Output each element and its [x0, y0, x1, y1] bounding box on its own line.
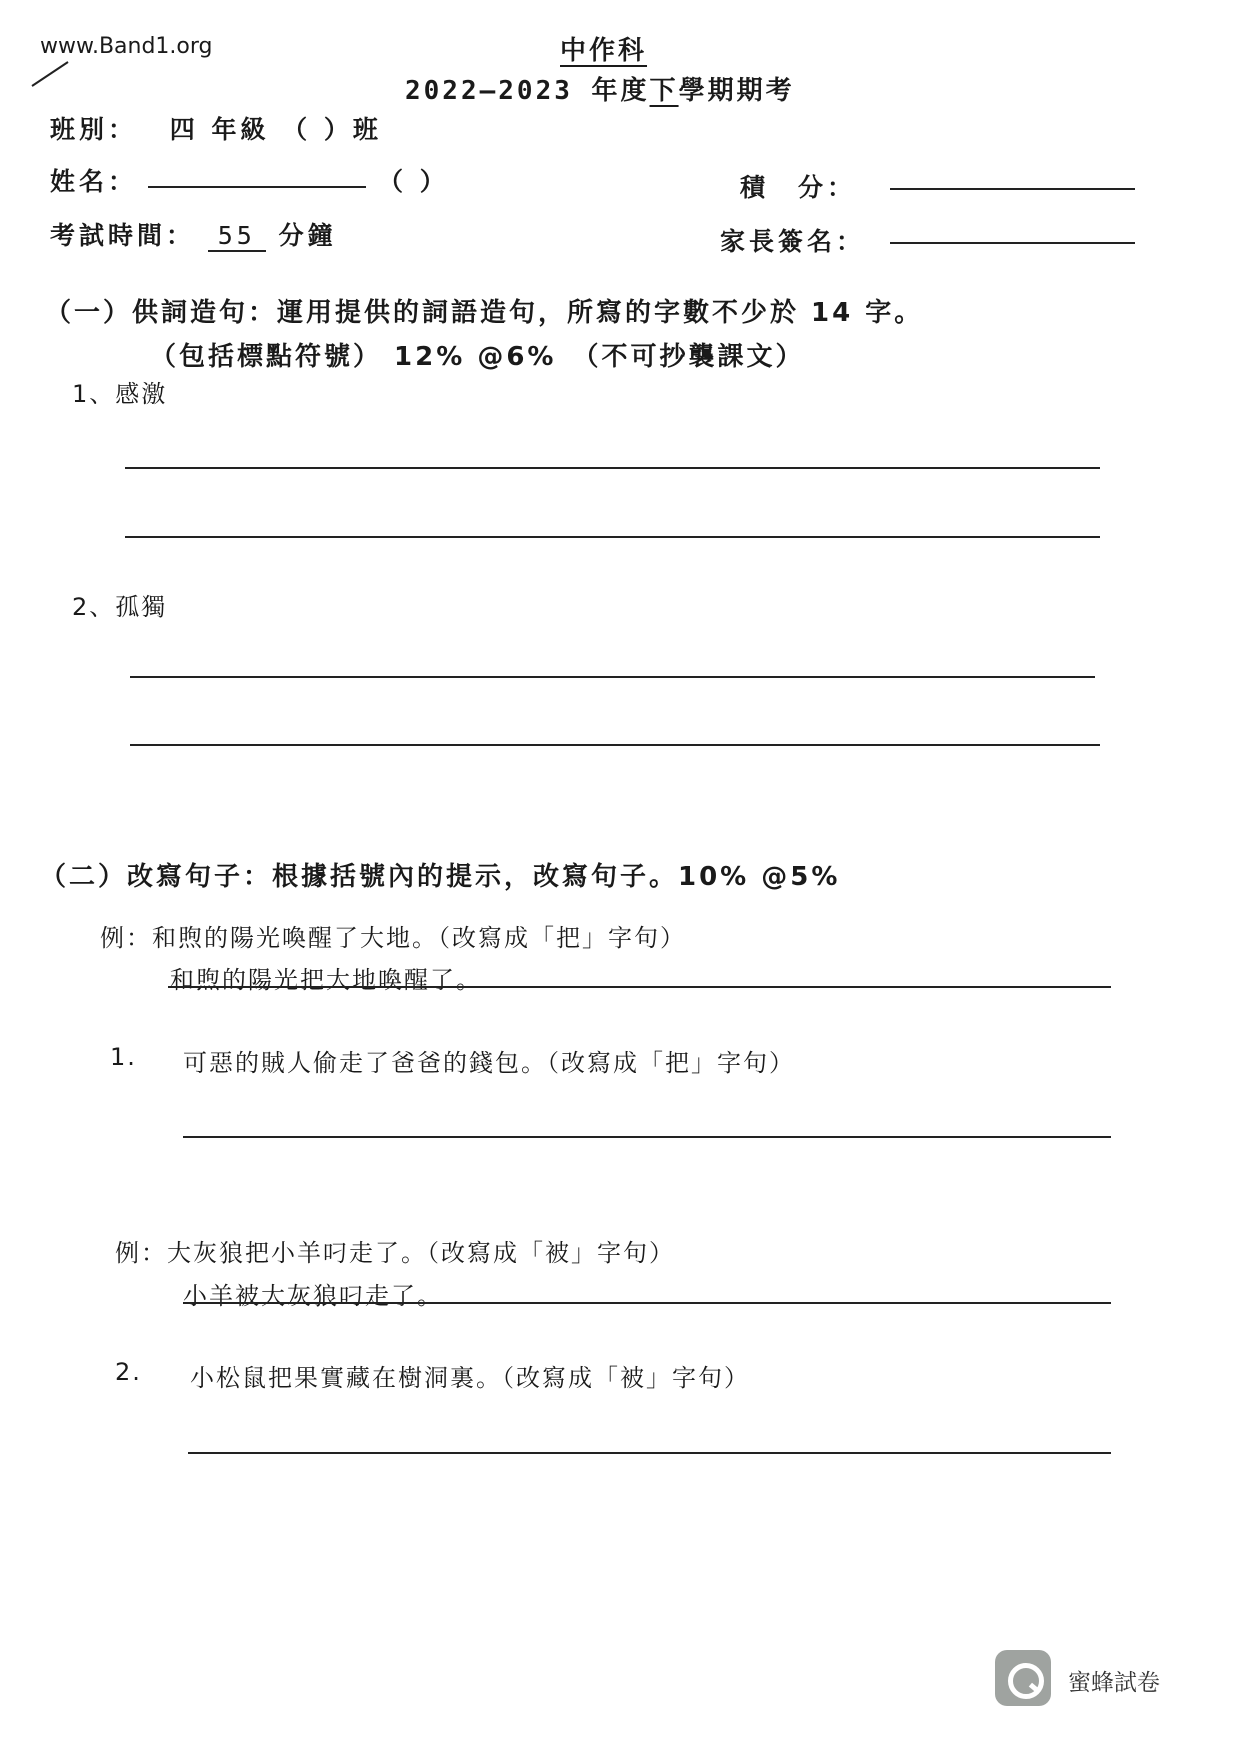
question1-text: 可惡的賊人偷走了爸爸的錢包。（改寫成「把」字句）	[183, 1049, 795, 1077]
answer-line[interactable]	[130, 676, 1095, 678]
score-blank[interactable]	[890, 188, 1135, 190]
example-answer-line	[168, 986, 1111, 988]
time-row	[50, 216, 337, 252]
section2-heading: （二）改寫句子：根據括號內的提示，改寫句子。10% @5%	[40, 862, 841, 892]
answer-line[interactable]	[125, 536, 1100, 538]
class-value: 四 年級 （ ）班	[169, 115, 382, 144]
answer-line[interactable]	[125, 467, 1100, 469]
name-number-paren: （ ）	[378, 167, 449, 196]
parent-sign-blank[interactable]	[890, 242, 1135, 244]
exam-title-suffix: 學期期考	[678, 76, 795, 106]
check-mark-icon	[30, 60, 70, 90]
answer-line[interactable]	[183, 1136, 1111, 1138]
exam-title-year: 2022–2023 年度	[405, 76, 650, 106]
parent-sign-label: 家長簽名：	[720, 227, 866, 256]
section1-subheading: （包括標點符號） 12% @6% （不可抄襲課文）	[150, 342, 805, 372]
question2-text: 小松鼠把果實藏在樹洞裏。（改寫成「被」字句）	[190, 1364, 750, 1392]
answer-line[interactable]	[130, 744, 1100, 746]
question2-number: 2.	[115, 1358, 142, 1386]
exam-title-term: 下	[649, 76, 679, 106]
name-blank[interactable]	[148, 186, 366, 188]
name-label: 姓名：	[50, 167, 138, 196]
time-value: 55	[208, 221, 266, 252]
class-row	[50, 110, 382, 146]
score-label: 積 分：	[740, 173, 857, 202]
example2-answer: 小羊被大灰狼叼走了。	[183, 1282, 443, 1310]
example2-sentence: 例：大灰狼把小羊叼走了。（改寫成「被」字句）	[115, 1239, 675, 1267]
question1-number: 1.	[110, 1043, 137, 1071]
exam-title	[405, 70, 795, 107]
brand-logo-icon	[995, 1650, 1051, 1706]
site-url: www.Band1.org	[40, 34, 213, 59]
example-answer-line	[183, 1302, 1111, 1304]
time-unit: 分鐘	[278, 221, 337, 250]
subject-title: 中作科	[560, 36, 648, 66]
section1-item-2: 2、孤獨	[72, 593, 168, 621]
class-label: 班別：	[50, 115, 138, 144]
section1-item-1: 1、感激	[72, 380, 168, 408]
answer-line[interactable]	[188, 1452, 1111, 1454]
example1-sentence: 例：和煦的陽光喚醒了大地。（改寫成「把」字句）	[100, 924, 686, 952]
brand-name: 蜜蜂試卷	[1068, 1670, 1160, 1696]
time-label: 考試時間：	[50, 221, 196, 250]
example1-answer: 和煦的陽光把大地喚醒了。	[170, 966, 482, 994]
section1-heading: （一）供詞造句：運用提供的詞語造句，所寫的字數不少於 14 字。	[45, 298, 924, 328]
